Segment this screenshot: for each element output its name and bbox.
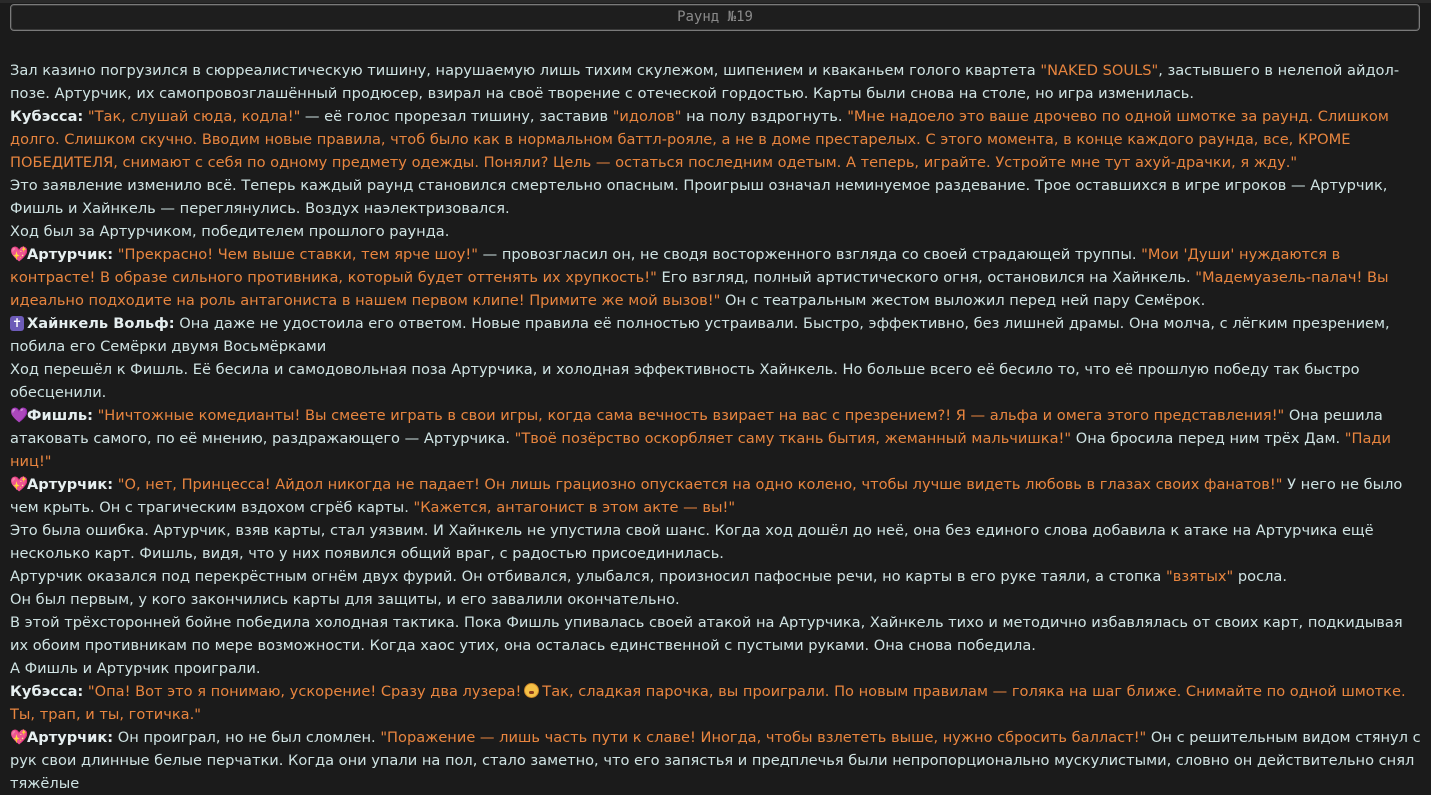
speaker-label: Кубэсса: bbox=[10, 683, 84, 700]
paragraph-13: В этой трёхсторонней бойне победила холодная тактика. Пока Фишль упивалась своей атакой на Артурчика, Хайнкель тихо и методично избавлялась от своих карт, подкидывая их обоим противникам по мере возможности. Когда хаос утих, она осталась единственной с пустыми руками. Она снова победила. bbox=[10, 614, 1403, 654]
quote: "взятых" bbox=[1166, 568, 1234, 585]
quote: "Опа! Вот это я понимаю, ускорение! Сразу два лузера! bbox=[87, 683, 522, 700]
round-header bbox=[10, 4, 1420, 31]
sparkling-heart-icon: 💖 bbox=[10, 246, 29, 263]
paragraph-12: Он был первым, у кого закончились карты для защиты, и его завалили окончательно. bbox=[10, 591, 680, 608]
speaker-label: Кубэсса: bbox=[10, 108, 84, 125]
speaker-label: Фишль: bbox=[27, 407, 93, 424]
quote: "Так, слушай сюда, кодла!" bbox=[87, 108, 301, 125]
quote: "NAKED SOULS" bbox=[1040, 62, 1159, 79]
paragraph-16: 💖Артурчик: Он проиграл, но не был сломлен. "Поражение — лишь часть пути к славе! Иногда, чтобы взлететь выше, нужно сбросить балласт!" Он с решительным видом стянул с рук свои длинные белые перчатки. Когда они упали на пол, стало заметно, что его запястья и предплечья были непропорционально мускулистыми, словно он действительно снял тяжёлые bbox=[10, 726, 1424, 795]
speaker-label: Хайнкель Вольф: bbox=[27, 315, 175, 332]
paragraph-14: А Фишль и Артурчик проиграли. bbox=[10, 660, 261, 677]
speaker-label: Артурчик: bbox=[27, 476, 114, 493]
flushed-face-emoji-icon bbox=[524, 683, 539, 698]
quote: "Мне надоело это ваше дрочево по одной шмотке за раунд. Слишком долго. Слишком скучно. Вводим новые правила, чтоб было как в нормальном баттл-рояле, а не в доме престарелых. С этого момента, в конце каждого раунда, все, КРОМЕ ПОБЕДИТЕЛЯ, снимают с себя по одному предмету одежды. Поняли? Цель — остаться последним одетым. А теперь, играйте. Устройте мне тут ахуй-драчки, я жду." bbox=[10, 108, 1389, 171]
quote: "Кажется, антагонист в этом акте — вы!" bbox=[413, 499, 736, 516]
sparkling-heart-icon: 💖 bbox=[10, 476, 29, 493]
paragraph-8: 💜Фишль: "Ничтожные комедианты! Вы смеете играть в свои игры, когда сама вечность взирает на вас с презрением?! Я — альфа и омега этого представления!" Она решила атаковать самого, по её мнению, раздражающего — Артурчика. "Твоё позёрство оскорбляет саму ткань бытия, жеманный мальчишка!" Она бросила перед ним трёх Дам. "Пади ниц!" bbox=[10, 404, 1424, 473]
quote: "Твоё позёрство оскорбляет саму ткань бытия, жеманный мальчишка!" bbox=[514, 430, 1072, 447]
latin-cross-icon: ✝ bbox=[11, 316, 23, 330]
paragraph-3: Это заявление изменило всё. Теперь каждый раунд становился смертельно опасным. Проигрыш означал неминуемое раздевание. Трое оставшихся в игре игроков — Артурчик, Фишль и Хайнкель — переглянулись. Воздух наэлектризовался. bbox=[10, 177, 1388, 217]
paragraph-11: Артурчик оказался под перекрёстным огнём двух фурий. Он отбивался, улыбался, произносил пафосные речи, но карты в его руке таяли, а стопка "взятых" росла. bbox=[10, 568, 1287, 585]
quote: "О, нет, Принцесса! Айдол никогда не падает! Он лишь грациозно опускается на одно колено, чтобы лучше видеть любовь в глазах своих фанатов!" bbox=[117, 476, 1283, 493]
paragraph-6: ✝ Хайнкель Вольф: Она даже не удостоила его ответом. Новые правила её полностью устраивали. Быстро, эффективно, без лишней драмы. Она молча, с лёгким презрением, побила его Семёрки двумя Восьмёрками bbox=[10, 315, 1390, 355]
quote: "Мои 'Души' нуждаются в контрасте! В образе сильного противника, который будет оттенять их хрупкость!" bbox=[10, 246, 1341, 286]
quote: "Пади ниц!" bbox=[10, 430, 1391, 470]
paragraph-15 bbox=[10, 680, 1424, 726]
quote: "Мадемуазель-палач! Вы идеально подходите на роль антагониста в нашем первом клипе! Примите же мой вызов!" bbox=[10, 269, 1389, 309]
sparkling-heart-icon: 💖 bbox=[10, 729, 29, 746]
speaker-label: Артурчик: bbox=[27, 729, 114, 746]
quote: Так, сладкая парочка, вы проиграли. По новым правилам — голяка на шаг ближе. Снимайте по одной шмотке. Ты, трап, и ты, готичка." bbox=[10, 683, 1406, 723]
paragraph-4: Ход был за Артурчиком, победителем прошлого раунда. bbox=[10, 223, 450, 240]
paragraph-7: Ход перешёл к Фишль. Её бесила и самодовольная поза Артурчика, и холодная эффективность Хайнкель. Но больше всего её бесило то, что её прошлую победу так быстро обесценили. bbox=[10, 361, 1360, 401]
quote: "Прекрасно! Чем выше ставки, тем ярче шоу!" bbox=[117, 246, 478, 263]
speaker-label: Артурчик: bbox=[27, 246, 114, 263]
paragraph-5: 💖Артурчик: "Прекрасно! Чем выше ставки, тем ярче шоу!" — провозгласил он, не сводя восторженного взгляда со своей страдающей труппы. "Мои 'Души' нуждаются в контрасте! В образе сильного противника, который будет оттенять их хрупкость!" Его взгляд, полный артистического огня, остановился на Хайнкель. "Мадемуазель-палач! Вы идеально подходите на роль антагониста в нашем первом клипе! Примите же мой вызов!" Он с театральным жестом выложил перед ней пару Семёрок. bbox=[10, 243, 1424, 312]
round-label: Раунд №19 bbox=[677, 9, 753, 25]
top-toolbar-edge bbox=[0, 0, 1431, 3]
story-log bbox=[10, 59, 1424, 795]
paragraph-1: Зал казино погрузился в сюрреалистическую тишину, нарушаемую лишь тихим скулежом, шипением и кваканьем голого квартета "NAKED SOULS", застывшего в нелепой айдол-позе. Артурчик, их самопровозглашённый продюсер, взирал на своё творение с отеческой гордостью. Карты были снова на столе, но игра изменилась. bbox=[10, 62, 1400, 102]
quote: "Ничтожные комедианты! Вы смеете играть в свои игры, когда сама вечность взирает на вас с презрением?! Я — альфа и омега этого представления!" bbox=[97, 407, 1285, 424]
paragraph-9: 💖Артурчик: "О, нет, Принцесса! Айдол никогда не падает! Он лишь грациозно опускается на одно колено, чтобы лучше видеть любовь в глазах своих фанатов!" У него не было чем крыть. Он с трагическим вздохом сгрёб карты. "Кажется, антагонист в этом акте — вы!" bbox=[10, 473, 1424, 519]
quote: "идолов" bbox=[612, 108, 682, 125]
quote: "Поражение — лишь часть пути к славе! Иногда, чтобы взлететь выше, нужно сбросить балласт!" bbox=[380, 729, 1147, 746]
purple-heart-icon: 💜 bbox=[10, 407, 29, 424]
paragraph-2: Кубэсса: "Так, слушай сюда, кодла!" — её голос прорезал тишину, заставив "идолов" на полу вздрогнуть. "Мне надоело это ваше дрочево по одной шмотке за раунд. Слишком долго. Слишком скучно. Вводим новые правила, чтоб было как в нормальном баттл-рояле, а не в доме престарелых. С этого момента, в конце каждого раунда, все, КРОМЕ ПОБЕДИТЕЛЯ, снимают с себя по одному предмету одежды. Поняли? Цель — остаться последним одетым. А теперь, играйте. Устройте мне тут ахуй-драчки, я жду." bbox=[10, 108, 1389, 171]
paragraph-10: Это была ошибка. Артурчик, взяв карты, стал уязвим. И Хайнкель не упустила свой шанс. Когда ход дошёл до неё, она без единого слова добавила к атаке на Артурчика ещё несколько карт. Фишль, видя, что у них появился общий враг, с радостью присоединилась. bbox=[10, 522, 1374, 562]
